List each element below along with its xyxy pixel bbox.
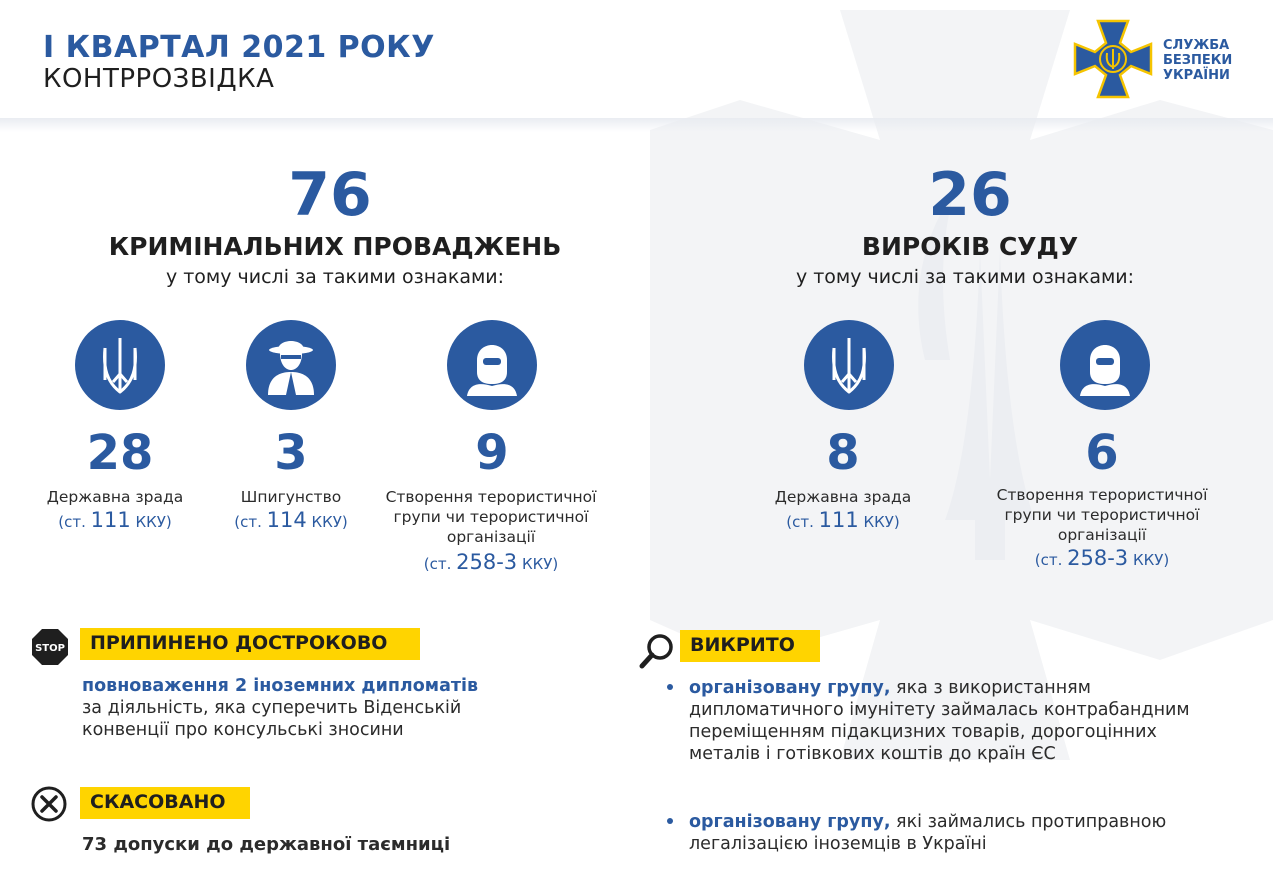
- treason-article: (ст. 111 ККУ): [58, 508, 172, 532]
- criminal-heading: КРИМІНАЛЬНИХ ПРОВАДЖЕНЬ: [108, 232, 562, 261]
- treason-count: 28: [86, 425, 154, 481]
- verdicts-heading: ВИРОКІВ СУДУ: [861, 232, 1079, 261]
- header-divider: [0, 118, 1273, 132]
- verdicts-count: 26: [928, 160, 1012, 230]
- verdict-terror-article: (ст. 258-3 ККУ): [1034, 546, 1170, 570]
- espionage-count: 3: [274, 425, 308, 481]
- page-title: I КВАРТАЛ 2021 РОКУ: [43, 30, 435, 65]
- cancelled-label: СКАСОВАНО: [80, 787, 250, 819]
- verdict-treason-article: (ст. 111 ККУ): [786, 508, 900, 532]
- terminated-label: ПРИПИНЕНО ДОСТРОКОВО: [80, 628, 420, 660]
- exposed-bullet-1: організовану групу, яка з використанням дипломатичного імунітету займалась контрабандним переміщенням підакцизних товарів, дорогоцінних металів і готівкових коштів до країн ЄС: [689, 678, 1190, 764]
- bullet-dot: [667, 818, 673, 824]
- stop-sign-text: STOP: [35, 643, 65, 654]
- verdict-treason-count: 8: [826, 425, 860, 481]
- magnifier-icon: [638, 632, 676, 670]
- espionage-label: Шпигунство: [240, 488, 342, 506]
- cancel-x-icon: [30, 785, 68, 823]
- exposed-label: ВИКРИТО: [680, 630, 820, 662]
- masked-terrorist-icon: [1060, 320, 1150, 410]
- verdicts-subheading: у тому числі за такими ознаками:: [795, 266, 1135, 288]
- bullet-dot: [667, 684, 673, 690]
- terminated-text: повноваження 2 іноземних дипломатів за діяльність, яка суперечить Віденській конвенції про консульські зносини: [82, 676, 479, 740]
- verdict-terror-count: 6: [1085, 425, 1119, 481]
- masked-terrorist-icon: [447, 320, 537, 410]
- exposed-bullet-2: організовану групу, які займались протиправною легалізацією іноземців в Україні: [689, 812, 1167, 854]
- terror-group-article: (ст. 258-3 ККУ): [423, 550, 559, 574]
- spy-icon: [246, 320, 336, 410]
- treason-label: Державна зрада: [46, 488, 184, 506]
- terror-group-count: 9: [475, 425, 509, 481]
- trident-icon: [75, 320, 165, 410]
- stop-sign-icon: [31, 628, 69, 666]
- sbu-emblem-icon: [1073, 19, 1153, 99]
- terror-group-label: Створення терористичної групи чи терористичної організації: [385, 488, 597, 546]
- cancelled-text: 73 допуски до державної таємниці: [82, 834, 451, 855]
- espionage-article: (ст. 114 ККУ): [234, 508, 348, 532]
- page-subtitle: КОНТРРОЗВІДКА: [43, 64, 275, 94]
- org-name: СЛУЖБА БЕЗПЕКИ УКРАЇНИ: [1163, 38, 1233, 83]
- criminal-subheading: у тому числі за такими ознаками:: [165, 266, 505, 288]
- trident-icon: [804, 320, 894, 410]
- verdict-terror-label: Створення терористичної групи чи терористичної організації: [996, 486, 1208, 544]
- criminal-count: 76: [288, 160, 372, 230]
- verdict-treason-label: Державна зрада: [774, 488, 912, 506]
